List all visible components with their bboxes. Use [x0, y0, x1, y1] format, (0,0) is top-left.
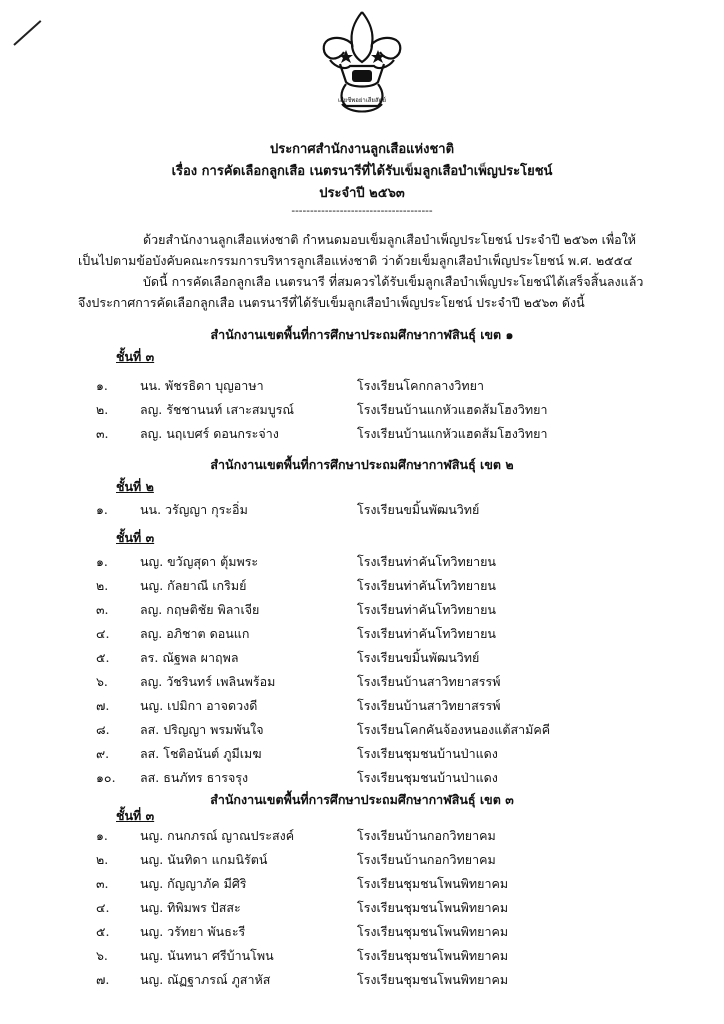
intro-p2-line1: บัดนี้ การคัดเลือกลูกเสือ เนตรนารี ที่สมควรได้รับเข็มลูกเสือบำเพ็ญประโยชน์ได้เสร็จสิ้นลงแล้ว [143, 274, 644, 289]
title-line-2: เรื่อง การคัดเลือกลูกเสือ เนตรนารีที่ได้รับเข็มลูกเสือบำเพ็ญประโยชน์ [171, 164, 553, 179]
svg-text:เสียชีพอย่าเสียสัตย์: เสียชีพอย่าเสียสัตย์ [337, 97, 387, 104]
list-item: ๑. นญ. กนกภรณ์ ญาณประสงค์ โรงเรียนบ้านกอกวิทยาคม [96, 828, 496, 843]
level-heading: ชั้นที่ ๓ [116, 349, 155, 364]
title-line-1: ประกาศสำนักงานลูกเสือแห่งชาติ [269, 142, 455, 157]
intro-p2-line2: จึงประกาศการคัดเลือกลูกเสือ เนตรนารีที่ได้รับเข็มลูกเสือบำเพ็ญประโยชน์ ประจำปี ๒๕๖๓ ดังนี้ [78, 295, 585, 310]
list-item: ๒. นญ. นันทิดา แกมนิรัตน์ โรงเรียนบ้านกอกวิทยาคม [96, 852, 496, 867]
section-heading: สำนักงานเขตพื้นที่การศึกษาประถมศึกษากาฬสินธุ์ เขต ๑ [210, 327, 514, 342]
list-item: ๘. ลส. ปริญญา พรมพันใจ โรงเรียนโคกคันจ้องหนองแต้สามัคคี [96, 722, 551, 737]
list-item: ๑๐. ลส. ธนภัทร ธารจรุง โรงเรียนชุมชนบ้านป่าแดง [96, 770, 498, 785]
list-item: ๕. นญ. วรัทยา พันธะรี โรงเรียนชุมชนโพนพิทยาคม [96, 924, 509, 939]
list-item: ๑. นน. พัชรธิดา บุญอาษา โรงเรียนโคกกลางวิทยา [96, 378, 484, 393]
level-heading: ชั้นที่ ๓ [116, 530, 155, 545]
list-item: ๔. ลญ. อภิชาต ดอนแก โรงเรียนท่าคันโทวิทยายน [96, 626, 496, 641]
list-item: ๒. ลญ. รัชชานนท์ เสาะสมบูรณ์ โรงเรียนบ้านแกหัวแฮดส้มโฮงวิทยา [96, 402, 548, 417]
section-heading: สำนักงานเขตพื้นที่การศึกษาประถมศึกษากาฬสินธุ์ เขต ๓ [210, 792, 514, 807]
list-item: ๒. นญ. กัลยาณี เกริมย์ โรงเรียนท่าคันโทวิทยายน [96, 578, 496, 593]
list-item: ๑. นน. วรัญญา กุระอิ่ม โรงเรียนขมิ้นพัฒนวิทย์ [96, 502, 480, 517]
list-item: ๕. ลร. ณัฐพล ผาฤพล โรงเรียนขมิ้นพัฒนวิทย์ [96, 650, 480, 665]
list-item: ๔. นญ. ทิพิมพร ปัสสะ โรงเรียนชุมชนโพนพิทยาคม [96, 900, 509, 915]
list-item: ๑. นญ. ขวัญสุดา ตุ้มพระ โรงเรียนท่าคันโทวิทยายน [96, 554, 496, 569]
level-heading: ชั้นที่ ๒ [116, 479, 154, 494]
level-heading: ชั้นที่ ๓ [116, 808, 155, 823]
list-item: ๗. นญ. เปมิกา อาจดวงดี โรงเรียนบ้านสาวิทยาสรรพ์ [96, 698, 501, 713]
separator-line: -------------------------------------- [291, 204, 433, 217]
title-line-3: ประจำปี ๒๕๖๓ [319, 186, 405, 201]
scout-emblem-icon [316, 8, 408, 126]
pen-mark [13, 20, 41, 46]
list-item: ๖. ลญ. วัชรินทร์ เพลินพร้อม โรงเรียนบ้านสาวิทยาสรรพ์ [96, 674, 501, 689]
intro-p1-line2: เป็นไปตามข้อบังคับคณะกรรมการบริหารลูกเสือแห่งชาติ ว่าด้วยเข็มลูกเสือบำเพ็ญประโยชน์ พ.ศ. ๒๕๕๔ [78, 253, 633, 268]
intro-p1-line1: ด้วยสำนักงานลูกเสือแห่งชาติ กำหนดมอบเข็มลูกเสือบำเพ็ญประโยชน์ ประจำปี ๒๕๖๓ เพื่อให้ [143, 232, 637, 247]
list-item: ๖. นญ. นันทนา ศรีบ้านโพน โรงเรียนชุมชนโพนพิทยาคม [96, 948, 509, 963]
list-item: ๓. ลญ. กฤษติชัย พิลาเจีย โรงเรียนท่าคันโทวิทยายน [96, 602, 496, 617]
section-heading: สำนักงานเขตพื้นที่การศึกษาประถมศึกษากาฬสินธุ์ เขต ๒ [210, 457, 514, 472]
list-item: ๙. ลส. โชติอนันต์ ภูมีเมฆ โรงเรียนชุมชนบ้านป่าแดง [96, 746, 498, 761]
list-item: ๓. นญ. กัญญาภัค มีศิริ โรงเรียนชุมชนโพนพิทยาคม [96, 876, 509, 891]
list-item: ๗. นญ. ณัฏฐาภรณ์ ภูสาหัส โรงเรียนชุมชนโพนพิทยาคม [96, 972, 509, 987]
list-item: ๓. ลญ. นฤเบศร์ ดอนกระจ่าง โรงเรียนบ้านแกหัวแฮดส้มโฮงวิทยา [96, 426, 548, 441]
